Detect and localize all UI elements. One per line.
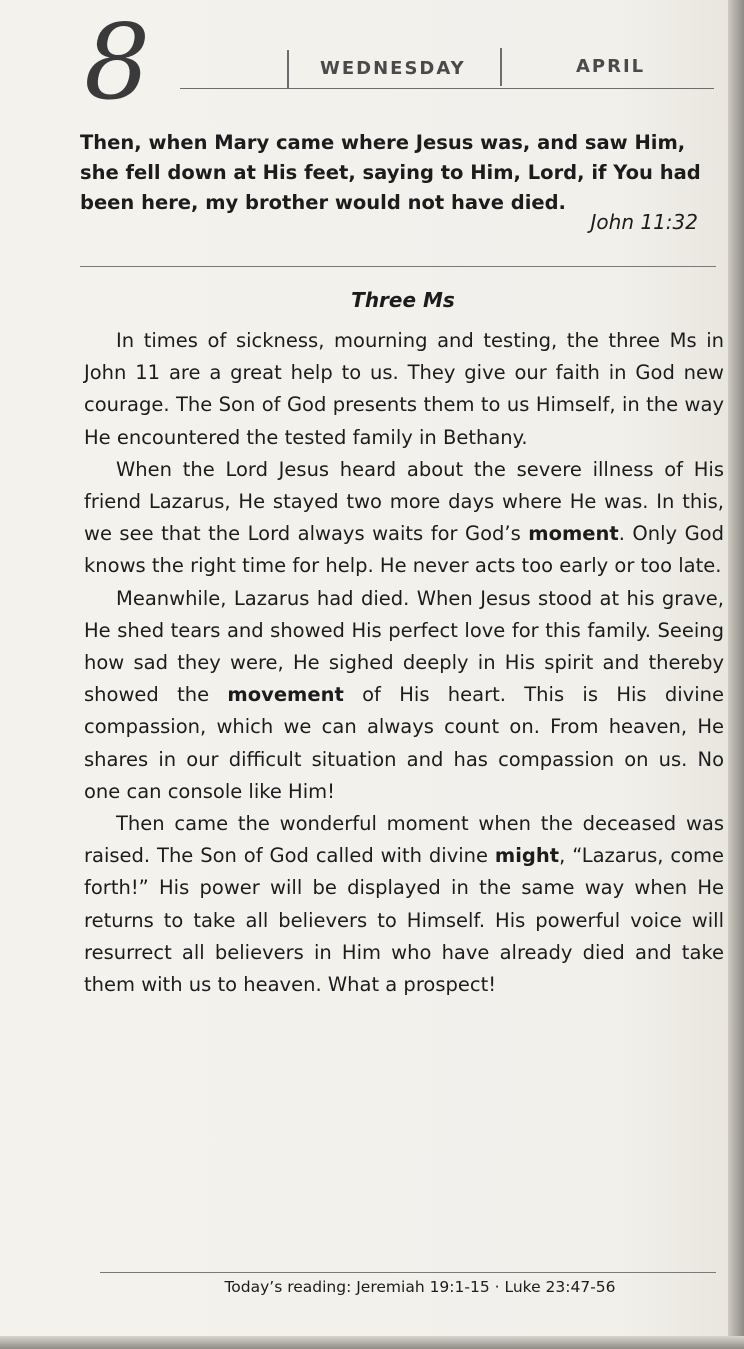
- devotion-paragraph: Meanwhile, Lazarus had died. When Jesus stood at his grave, He shed tears and showed His perfect love for this family. Seeing how sad they were, He sighed deeply in His spirit and thereby showed the movement of His heart. This is His divine compassion, which we can always count on. From heaven, He shares in our difficult situation and has compassion on us. No one can console like Him!: [84, 586, 724, 803]
- devotion-paragraph: When the Lord Jesus heard about the severe illness of His friend Lazarus, He stayed two more days where He was. In this, we see that the Lord always waits for God’s moment. Only God knows the right time for help. He never acts too early or too late.: [84, 457, 724, 578]
- emphasis-word: moment: [528, 522, 619, 546]
- footer-divider: [100, 1272, 716, 1273]
- devotion-paragraph: In times of sickness, mourning and testing, the three Ms in John 11 are a great help to us. They give our faith in God new courage. The Son of God presents them to us Himself, in the way He encountered the tested family in Bethany.: [84, 329, 724, 449]
- emphasis-word: movement: [227, 683, 344, 707]
- page-edge: [728, 0, 744, 1349]
- section-divider: [80, 266, 716, 267]
- scripture-verse: Then, when Mary came where Jesus was, and saw Him, she fell down at His feet, saying to Him, Lord, if You had been here, my brother would not have died.: [80, 131, 701, 214]
- month-label: APRIL: [576, 56, 646, 77]
- devotion-paragraph: Then came the wonderful moment when the deceased was raised. The Son of God called with divine might, “Lazarus, come forth!” His power will be displayed in the same way when He returns to take all believers to Himself. His powerful voice will resurrect all believers in Him who have already died and take them with us to heaven. What a prospect!: [84, 812, 724, 997]
- header-rule: [180, 88, 714, 89]
- day-number: 8: [84, 1, 151, 123]
- devotion-body: [84, 325, 724, 1001]
- weekday-label: WEDNESDAY: [320, 58, 466, 79]
- header-divider: [287, 50, 289, 88]
- page-shadow: [0, 1336, 744, 1349]
- devotion-title: Three Ms: [351, 288, 455, 312]
- header-divider: [500, 48, 502, 86]
- scripture-reference: John 11:32: [590, 210, 698, 234]
- todays-reading: Today’s reading: Jeremiah 19:1-15 · Luke 23:47-56: [224, 1278, 616, 1296]
- emphasis-word: might: [494, 844, 560, 868]
